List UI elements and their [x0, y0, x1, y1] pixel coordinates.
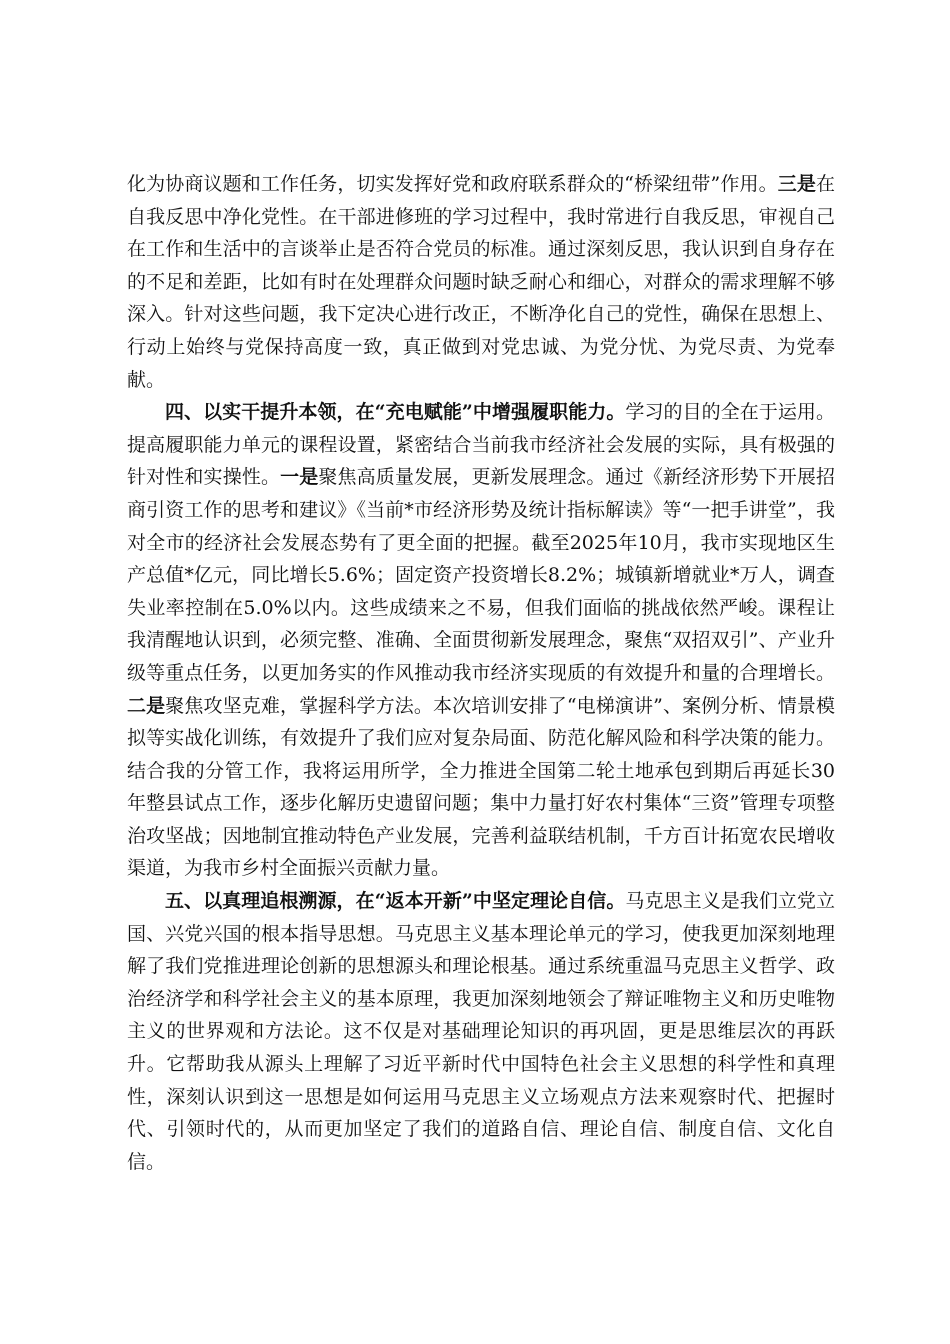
text-run: 在自我反思中净化党性。在干部进修班的学习过程中，我时常进行自我反思，审视自己在工作和生活中的言谈举止是否符合党员的标准。通过深刻反思，我认识到自身存在的不足和差距，比如有时在处理群众问题时缺乏耐心和细心，对群众的需求理解不够深入。针对这些问题，我下定决心进行改正，不断净化自己的党性，确保在思想上、行动上始终与党保持高度一致，真正做到对党忠诚、为党分忧、为党尽责、为党奉献。	[127, 173, 835, 391]
text-run: 聚焦攻坚克难，掌握科学方法。本次培训安排了“电梯演讲”、案例分析、情景模拟等实战化训练，有效提升了我们应对复杂局面、防范化解风险和科学决策的能力。结合我的分管工作，我将运用所学，全力推进全国第二轮土地承包到期后再延长30年整县试点工作，逐步化解历史遗留问题；集中力量打好农村集体“三资”管理专项整治攻坚战；因地制宜推动特色产业发展，完善利益联结机制，千方百计拓宽农民增收渠道，为我市乡村全面振兴贡献力量。	[127, 694, 835, 880]
text-run: 化为协商议题和工作任务，切实发挥好党和政府联系群众的“桥梁纽带”作用。	[127, 173, 778, 195]
paragraph	[127, 396, 835, 885]
text-run-bold: 三是	[777, 173, 816, 195]
paragraph	[127, 885, 835, 1178]
text-run: 聚焦高质量发展，更新发展理念。通过《新经济形势下开展招商引资工作的思考和建议》《当前*市经济形势及统计指标解读》等“一把手讲堂”，我对全市的经济社会发展态势有了更全面的把握。截至2025年10月，我市实现地区生产总值*亿元，同比增长5.6%；固定资产投资增长8.2%；城镇新增就业*万人，调查失业率控制在5.0%以内。这些成绩来之不易，但我们面临的挑战依然严峻。课程让我清醒地认识到，必须完整、准确、全面贯彻新发展理念，聚焦“双招双引”、产业升级等重点任务，以更加务实的作风推动我市经济实现质的有效提升和量的合理增长。	[127, 466, 835, 684]
text-run: 学习的目的全在于运用。提高履职能力单元的课程设置，紧密结合当前我市经济社会发展的实际，具有极强的针对性和实操性。	[127, 401, 835, 489]
paragraph	[127, 168, 835, 396]
text-run-bold: 二是	[127, 694, 166, 717]
section-heading: 四、以实干提升本领，在“充电赋能”中增强履职能力。	[165, 401, 626, 424]
text-run: 马克思主义是我们立党立国、兴党兴国的根本指导思想。马克思主义基本理论单元的学习，使我更加深刻地理解了我们党推进理论创新的思想源头和理论根基。通过系统重温马克思主义哲学、政治经济学和科学社会主义的基本原理，我更加深刻地领会了辩证唯物主义和历史唯物主义的世界观和方法论。这不仅是对基础理论知识的再巩固，更是思维层次的再跃升。它帮助我从源头上理解了习近平新时代中国特色社会主义思想的科学性和真理性，深刻认识到这一思想是如何运用马克思主义立场观点方法来观察时代、把握时代、引领时代的，从而更加坚定了我们的道路自信、理论自信、制度自信、文化自信。	[127, 890, 835, 1173]
document-body	[127, 168, 835, 1178]
text-run-bold: 一是	[280, 466, 319, 489]
section-heading: 五、以真理追根溯源，在“返本开新”中坚定理论自信。	[165, 890, 626, 913]
